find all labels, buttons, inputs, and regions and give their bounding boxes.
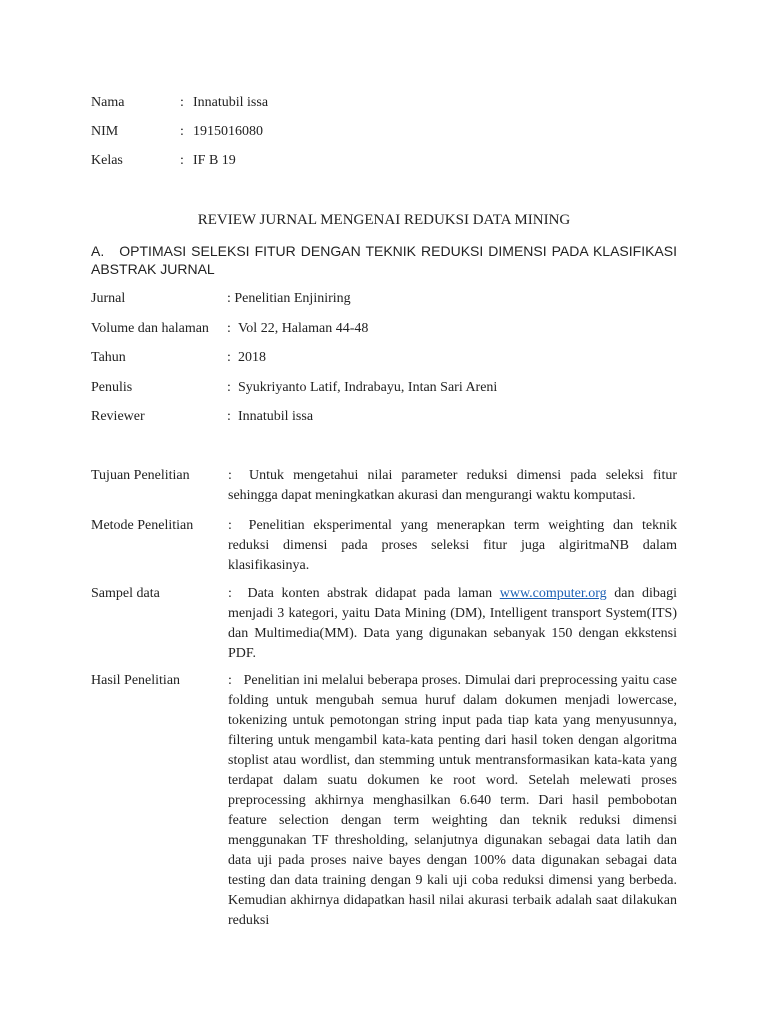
jurnal-value: : Penelitian Enjiniring: [227, 291, 351, 306]
hasil-colon: :: [228, 673, 232, 688]
volume-value: Vol 22, Halaman 44-48: [238, 321, 369, 336]
tujuan-label: Tujuan Penelitian: [91, 468, 190, 483]
tahun-value: 2018: [238, 350, 266, 365]
sampel-block: [91, 584, 677, 668]
sampel-text: [228, 584, 677, 664]
tujuan-block: [91, 466, 677, 510]
sampel-label: Sampel data: [91, 586, 160, 601]
hasil-label: Hasil Penelitian: [91, 673, 181, 688]
tujuan-text: [228, 466, 677, 506]
nama-colon: :: [180, 95, 184, 110]
nim-value: 1915016080: [193, 124, 263, 139]
tahun-row: [91, 348, 677, 368]
metode-text: [228, 516, 677, 576]
hasil-text: [228, 671, 677, 931]
penulis-row: [91, 378, 677, 398]
reviewer-label: Reviewer: [91, 409, 145, 424]
metode-body: Penelitian eksperimental yang menerapkan term weighting dan teknik reduksi dimensi pada proses seleksi fitur juga algiritmaNB dalam klasifikasinya.: [228, 518, 677, 573]
tahun-colon: :: [227, 350, 231, 365]
penulis-value: Syukriyanto Latif, Indrabayu, Intan Sari Areni: [238, 380, 498, 395]
metode-label: Metode Penelitian: [91, 518, 194, 533]
volume-row: [91, 319, 677, 339]
nama-label: Nama: [91, 95, 125, 110]
nim-label: NIM: [91, 124, 119, 139]
penulis-colon: :: [227, 380, 231, 395]
sampel-link[interactable]: www.computer.org: [499, 586, 607, 601]
nim-colon: :: [180, 124, 184, 139]
hasil-body: Penelitian ini melalui beberapa proses. Dimulai dari preprocessing yaitu case folding untuk mengubah semua huruf dalam dokumen menjadi lowercase, tokenizing untuk pemotongan string input pada tiap kata yang menyusunnya, filtering untuk mengambil kata-kata penting dari hasil token dengan algoritma stoplist atau wordlist, dan stemming untuk mentransformasikan kata-kata yang terdapat dalam suatu dokumen ke root word. Setelah melewati proses preprocessing akhirnya menghasilkan 6.640 term. Dari hasil pembobotan feature selection dengan term weighting dan teknik reduksi dimensi menggunakan TF thresholding, selanjutnya digunakan sebagai data latih dan data uji pada proses naive bayes dengan 100% data digunakan sebagai data testing dan data training dengan 9 kali uji coba reduksi dimensi yang berbeda. Kemudian akhirnya didapatkan hasil nilai akurasi terbaik adalah saat dilakukan reduksi: [228, 673, 678, 928]
student-kelas-row: [91, 151, 677, 171]
tahun-label: Tahun: [91, 350, 126, 365]
nama-value: Innatubil issa: [193, 95, 269, 110]
reviewer-row: [91, 407, 677, 427]
hasil-block: [91, 671, 677, 931]
tujuan-body: Untuk mengetahui nilai parameter reduksi dimensi pada seleksi fitur sehingga dapat meningkatkan akurasi dan mengurangi waktu komputasi.: [228, 468, 677, 503]
penulis-label: Penulis: [91, 380, 133, 395]
metode-block: [91, 516, 677, 580]
reviewer-colon: :: [227, 409, 231, 424]
kelas-colon: :: [180, 153, 184, 168]
volume-label: Volume dan halaman: [91, 321, 209, 336]
metode-colon: :: [228, 518, 232, 533]
page-title: REVIEW JURNAL MENGENAI REDUKSI DATA MINING: [197, 212, 571, 228]
reviewer-value: Innatubil issa: [238, 409, 314, 424]
section-a-heading: A. OPTIMASI SELEKSI FITUR DENGAN TEKNIK REDUKSI DIMENSI PADA KLASIFIKASI ABSTRAK JURNAL: [91, 243, 677, 277]
jurnal-row: [91, 289, 677, 309]
volume-colon: :: [227, 321, 231, 336]
sampel-body-1: Data konten abstrak didapat pada laman: [247, 586, 493, 601]
tujuan-colon: :: [228, 468, 232, 483]
sampel-colon: :: [228, 586, 232, 601]
jurnal-label: Jurnal: [91, 291, 126, 306]
student-nim-row: [91, 122, 677, 142]
student-nama-row: [91, 93, 677, 113]
sampel-body-2: dan dibagi menjadi 3 kategori, yaitu Data Mining (DM), Intelligent transport System(ITS) dan Multimedia(MM). Data yang digunakan sebanyak 150 dengan ekkstensi PDF.: [228, 586, 678, 661]
kelas-label: Kelas: [91, 153, 123, 168]
kelas-value: IF B 19: [193, 153, 236, 168]
